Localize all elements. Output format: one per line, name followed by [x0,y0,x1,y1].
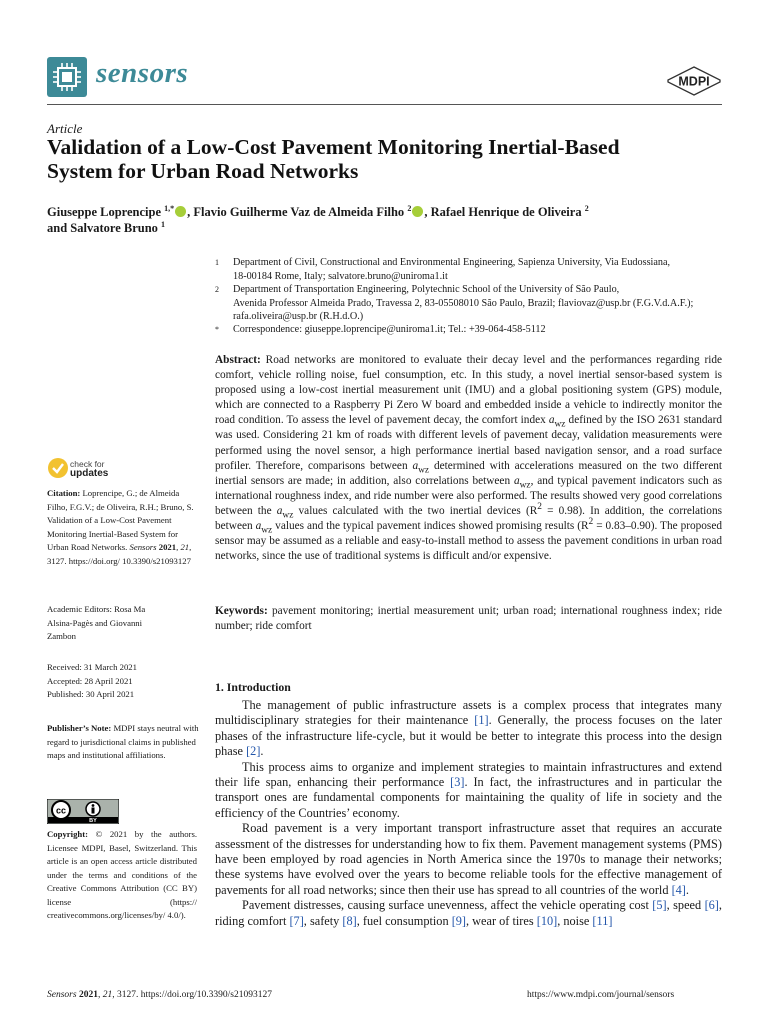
cc-by-license-icon[interactable] [47,799,119,824]
footer-citation: Sensors 2021, 21, 3127. https://doi.org/10.3390/s21093127 [47,990,272,1000]
cc-badge-label: BY [89,818,97,824]
author-affil-mark: 2 [584,203,589,213]
awz-subscript: wz [261,525,273,536]
paragraph [215,898,722,929]
affiliation-line: Avenida Professor Almeida Prado, Travessa 2, 83-05508010 São Paulo, Brazil; flaviοvaz@usp.br (F.G.V.d.A.F.); [233,297,694,309]
reference-link[interactable]: [6] [704,898,719,913]
reference-link[interactable]: [11] [592,913,613,928]
page-title [47,135,737,183]
section-heading: 1. Introduction [215,680,291,694]
footer-volume: 21 [102,990,113,1000]
r2-superscript: 2 [537,502,542,513]
affiliation-line: Department of Transportation Engineering, Polytechnic School of the University of São Paulo, [233,284,620,295]
title-line-1: Validation of a Low-Cost Pavement Monitoring Inertial-Based [47,135,620,159]
correspondence [215,323,725,337]
journal-name: sensors [96,57,189,89]
paragraph-text: , wear of tires [466,913,537,928]
academic-editors: Academic Editors: Rosa Ma Alsina-Pagès and Giovanni Zambon [47,604,146,641]
abstract-text: , and typical pavement indicators such as international roughness index, and ride number were also performed. The results showed very good correlations between the [215,474,723,517]
reference-link[interactable]: [4] [671,882,686,897]
paragraph-text: . In fact, the infrastructures and in particular the transport ones are fundamental components for maintaining the quality of life in society and the efficiency of the Countries’ economy. [215,775,722,820]
awz-symbol: a [412,459,419,472]
paragraph-text: Pavement distresses, causing surface unevenness, affect the vehicle operating cost [242,898,653,913]
abstract-text: defined by the ISO 2631 standard was used. Considering 21 km of roads with different levels of pavement decay, validation measurements were performed using the novel sensor, a high performance inertial based navigation sensor, and a road surface profiler. Therefore, comparisons between [215,414,722,472]
published-date: Published: 30 April 2021 [47,689,135,699]
check-updates-line-2[interactable]: updates [70,468,109,479]
paragraph [215,698,722,760]
paragraph-text: , speed [666,898,705,913]
sensors-logo-icon [47,57,87,97]
publisher-note-label: Publisher’s Note: [47,723,112,733]
abstract-text: determined with accelerations measured on the two different inertial sensors are made; in addition, also correlations between [215,459,722,487]
abstract [215,353,722,564]
paragraph-text: . [685,882,689,897]
accepted-date: Accepted: 28 April 2021 [47,675,133,686]
abstract-label: Abstract: [215,354,261,366]
reference-link[interactable]: [7] [289,913,304,928]
reference-link[interactable]: [5] [652,898,667,913]
introduction-body [215,698,722,929]
copyright-text: © 2021 by the authors. Licensee MDPI, Basel, Switzerland. This article is an open access article distributed under the terms and conditions of the Creative Commons Attribution (CC BY) license (https:// creativecommons.org/licenses/by/ 4.0/). [47,829,197,920]
title-line-2: System for Urban Road Networks [47,159,359,183]
reference-link[interactable]: [9] [451,913,467,928]
paragraph-text: . [260,744,264,759]
paragraph-text: , safety [303,913,343,928]
citation-doi[interactable]: , 3127. https://doi.org/ 10.3390/s21093127 [47,542,192,566]
affiliation-line: 18-00184 Rome, Italy; salvatore.bruno@uniroma1.it [233,270,448,282]
author-name[interactable]: Flavio Guilherme Vaz de Almeida Filho [193,205,405,219]
check-for-updates-icon[interactable] [47,457,69,479]
author-name[interactable]: Giuseppe Loprencipe [47,205,162,219]
awz-subscript: wz [554,419,566,430]
awz-subscript: wz [418,464,430,475]
article-type: Article [47,121,83,136]
reference-link[interactable]: [8] [342,913,357,928]
paragraph-text: . Generally, the process focuses on the later phases of the infrastructure life-cycle, but it would be better to integrate this process into the design phase [215,713,722,759]
citation: Citation: Loprencipe, G.; de Almeida Filho, F.G.V.; de Oliveira, R.H.; Bruno, S. Validation of a Low-Cost Pavement Monitoring Inertial-Based System for Urban Road Networks. Sensors 2021, 21, 3127. https://doi.org/ 10.3390/s21093127 [47,488,194,566]
awz-symbol: a [513,474,520,487]
reference-link[interactable]: [1] [474,713,489,728]
citation-text: Loprencipe, G.; de Almeida Filho, F.G.V.; de Oliveira, R.H.; Bruno, S. Validation of a Low-Cost Pavement Monitoring Inertial-Based System for Urban Road Networks. [47,488,194,552]
check-updates-line-1[interactable]: check for [70,459,105,469]
affiliation-line: Department of Civil, Constructional and Environmental Engineering, Sapienza University, Via Eudossiana, [233,257,671,268]
paragraph-text: , fuel consumption [356,913,452,928]
affiliation-line: rafa.oliveira@usp.br (R.H.d.O.) [233,311,364,322]
author-name[interactable]: Salvatore Bruno [70,221,158,235]
affiliation-1 [215,256,725,283]
citation-volume: 21 [180,542,190,552]
copyright [47,828,197,923]
keywords-text: pavement monitoring; inertial measurement unit; urban road; international roughness index; ride number; ride comfort [215,605,722,633]
paragraph-text: , riding comfort [215,898,722,928]
paragraph-text: The management of public infrastructure assets is a complex process that integrates many multidisciplinary strategies for their maintenance [215,698,722,728]
abstract-text: values calculated with the two inertial devices (R [293,504,538,517]
publisher-note [47,722,199,763]
citation-journal: Sensors [129,542,157,552]
footer-journal-url[interactable]: https://www.mdpi.com/journal/sensors [527,990,675,1000]
keywords [215,604,722,634]
awz-symbol: a [255,520,262,533]
publisher-note-text: MDPI stays neutral with regard to jurisdictional claims in published maps and institutional affiliations. [47,723,199,760]
footer-doi[interactable]: , 3127. https://doi.org/10.3390/s21093127 [112,990,272,1000]
received-date: Received: 31 March 2021 [47,662,137,672]
header-divider [47,104,722,105]
keywords-label: Keywords: [215,605,268,617]
paragraph [215,821,722,898]
affiliation-2 [215,283,725,324]
citation-label: Citation: [47,488,81,498]
affiliation-number: * [215,325,219,334]
orcid-icon[interactable] [412,206,423,217]
abstract-text: = 0.98). In addition, the correlations between [215,504,722,533]
citation-year: 2021 [158,542,177,552]
paragraph-text: This process aims to organize and implement strategies to maintain infrastructures and extend their life span, enhancing their performance [215,759,722,790]
affiliation-number: 2 [215,285,219,294]
r2-superscript: 2 [588,517,594,528]
abstract-text: = 0.83–0.90). The proposed sensor may be assumed as a reliable and easy-to-install method to assess the pavement conditions in urban road networks, since the use of traditional systems is difficult and/or expensive. [215,520,722,563]
copyright-label: Copyright: [47,829,89,839]
author-name[interactable]: Rafael Henrique de Oliveira [430,205,582,219]
footer-journal: Sensors [47,990,77,1000]
author-list: Giuseppe Loprencipe $^{1,*}$ , Flavio Guilherme Vaz de Almeida Filho $^2$ , Rafael Henrique de Oliveira $^2$ and Salvatore Bruno $^1$ [47,203,589,235]
affiliation-number: 1 [215,258,219,267]
reference-link[interactable]: [10] [536,913,558,928]
awz-symbol: a [548,414,555,427]
paragraph [215,760,722,822]
abstract-text: Road networks are monitored to evaluate their decay level and the performances regarding ride comfort, vehicle rolling noise, fuel consumption, etc. In this study, a novel inertial sensor-based system is proposed using a low-cost inertial measurement unit (IMU) and a global positioning system (GPS) module, which are connected to a Raspberry Pi Zero W board and embedded inside a vehicle to indirectly monitor the road condition. To assess the level of pavement decay, the comfort index [215,354,723,427]
correspondence-line: Correspondence: giuseppe.loprencipe@uniroma1.it; Tel.: +39-064-458-5112 [233,324,546,335]
footer-year: 2021 [78,990,98,1000]
author-affil-mark: 1 [161,219,166,229]
awz-subscript: wz [519,480,531,490]
author-affil-mark: 2 [407,203,412,213]
author-affil-mark: 1,* [164,203,175,213]
abstract-text: values and the typical pavement indices showed promising results (R [272,520,589,533]
paragraph-text: Road pavement is a very important transport infrastructure asset that requires an accurate assessment of the distresses for understanding how to fix them. Pavement management systems (PMS) have been employed by road agencies in North America since the 1970s to manage their networks; these systems have evolved over the years to become reliable tools for the effective management of pavements for all road networks; since then their use has spread to all countries of the world [215,821,722,897]
awz-symbol: a [276,504,283,517]
author-conjunction: and [47,221,71,235]
awz-subscript: wz [282,510,294,521]
publisher-name: MDPI [678,74,710,89]
dates [47,661,199,702]
reference-link[interactable]: [2] [246,744,261,759]
orcid-icon[interactable] [175,206,186,217]
reference-link[interactable]: [3] [450,775,465,790]
mdpi-logo-icon [666,66,722,96]
svg-text:cc: cc [55,805,67,816]
paragraph-text: , noise [557,913,593,928]
